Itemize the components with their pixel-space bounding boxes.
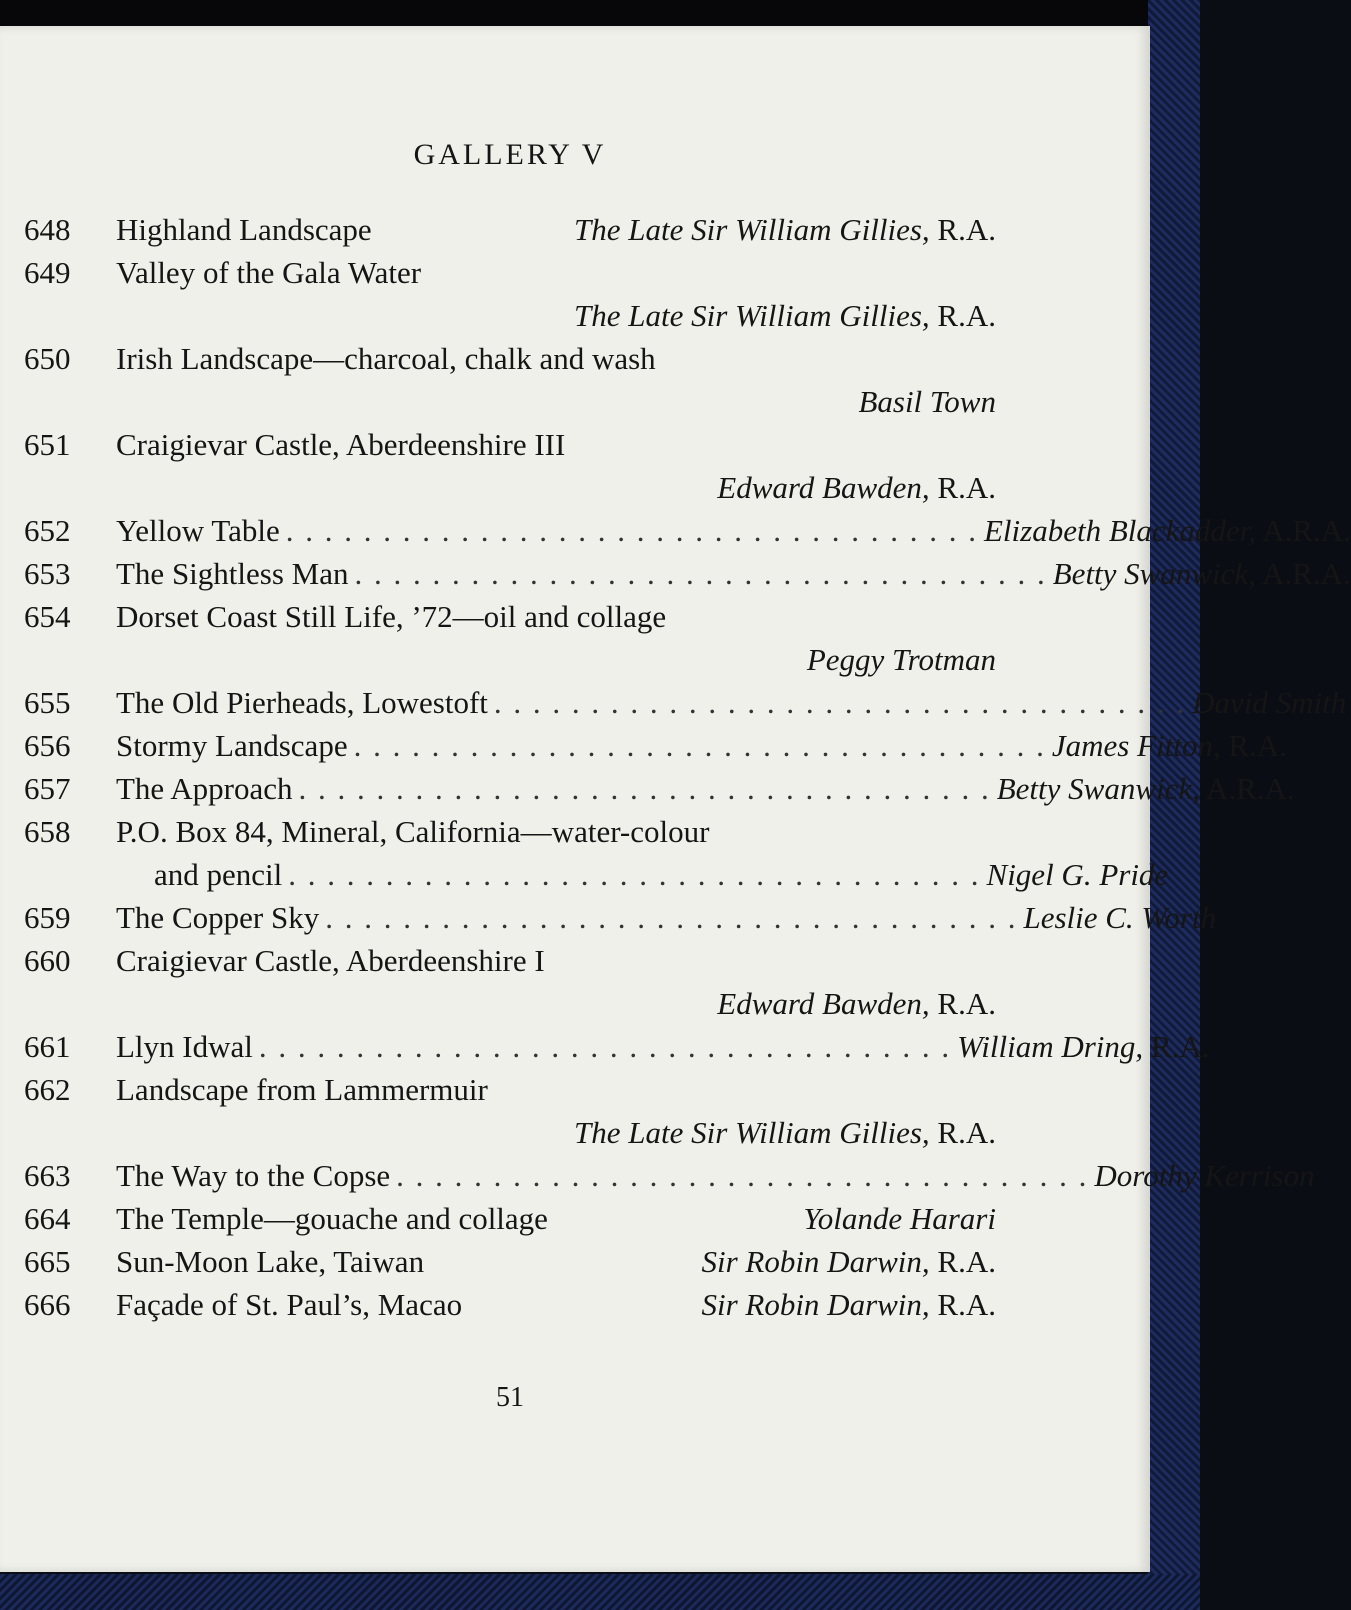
entry-line [24,380,996,423]
artist-credit [717,466,996,509]
catalogue-number: 650 [24,341,71,376]
entry-line [24,509,1351,552]
artist-name: David Smith [1192,685,1347,720]
leader-dots: . . . . . . . . . . . . . . . . . . . . . . . . . . . . . . . . . . . . [285,513,978,548]
entry-line [24,552,1351,595]
entry-line [24,1197,996,1240]
artist-name: The Late Sir William Gillies, [574,298,930,333]
artwork-title: Yellow Table [116,513,280,548]
catalogue-entry [24,208,996,251]
entry-line [24,595,996,638]
artist-name: The Late Sir William Gillies, [574,1115,930,1150]
artist-name: Edward Bawden, [717,986,930,1021]
artwork-title: Llyn Idwal [116,1029,253,1064]
artist-name: Edward Bawden, [717,470,930,505]
entry-line [24,982,996,1025]
entry-line [24,1025,1210,1068]
artist-credit [987,853,1169,896]
artist-name: Nigel G. Pride [986,857,1169,892]
catalogue-number: 651 [24,427,71,462]
artwork-title: Sun-Moon Lake, Taiwan [116,1244,425,1279]
catalogue-entry [24,724,1287,767]
artist-honours: R.A. [929,298,996,333]
artist-credit [574,208,996,251]
artist-credit [1094,1154,1314,1197]
artist-name: Betty Swanwick, [1052,556,1256,591]
book-binding-top [0,0,1200,28]
artist-credit [701,1283,996,1326]
entry-line [24,294,996,337]
artist-name: Sir Robin Darwin, [701,1244,930,1279]
artist-name: William Dring, [957,1029,1144,1064]
entry-line [24,337,996,380]
artist-name: Elizabeth Blackadder, [984,513,1257,548]
catalogue-entry [24,337,996,423]
leader-dots: . . . . . . . . . . . . . . . . . . . . . . . . . . . . . . . . . . . . [493,685,1187,720]
artist-credit [803,1197,996,1240]
artwork-title: The Old Pierheads, Lowestoft [116,685,488,720]
catalogue-number: 649 [24,255,71,290]
catalogue-entry [24,767,1295,810]
artist-honours: R.A. [929,1287,996,1322]
artist-credit [858,380,996,423]
catalogue-entry [24,251,996,337]
artwork-title: P.O. Box 84, Mineral, California—water-colour [116,814,710,849]
artwork-title: The Way to the Copse [116,1158,391,1193]
artwork-title: Landscape from Lammermuir [116,1072,488,1107]
catalogue-number: 659 [24,900,71,935]
catalogue-number: 656 [24,728,71,763]
artist-credit [574,294,996,337]
book-binding-bottom [0,1574,1200,1610]
entry-line [24,681,1347,724]
artwork-title: Irish Landscape—charcoal, chalk and wash [116,341,656,376]
catalogue-number: 648 [24,212,71,247]
catalogue-entry [24,509,1351,552]
entry-line [24,1283,996,1326]
entry-line [24,896,1217,939]
artwork-title-continued: and pencil [154,857,283,892]
artist-name: Leslie C. Worth [1023,900,1217,935]
artist-credit [1192,681,1346,724]
leader-dots: . . . . . . . . . . . . . . . . . . . . . . . . . . . . . . . . . . . . [298,771,991,806]
catalogue-page [0,26,1351,1572]
catalogue-number: 660 [24,943,71,978]
artwork-title: Craigievar Castle, Aberdeenshire III [116,427,566,462]
artist-credit [957,1025,1209,1068]
catalogue-entry [24,939,996,1025]
catalogue-entry [24,1197,996,1240]
catalogue-entry [24,1240,996,1283]
entry-line [24,1154,1315,1197]
entry-line [24,939,996,982]
entry-line [24,1068,996,1111]
artist-name: Sir Robin Darwin, [701,1287,930,1322]
artwork-title: Façade of St. Paul’s, Macao [116,1287,463,1322]
artwork-title: Craigievar Castle, Aberdeenshire I [116,943,545,978]
catalogue-entry [24,681,1347,724]
leader-dots: . . . . . . . . . . . . . . . . . . . . . . . . . . . . . . . . . . . . [288,857,981,892]
catalogue-entry [24,1068,996,1154]
entry-line [24,1240,996,1283]
artist-credit [1023,896,1216,939]
leader-dots: . . . . . . . . . . . . . . . . . . . . . . . . . . . . . . . . . . . . [353,728,1046,763]
artwork-title: The Temple—gouache and collage [116,1201,548,1236]
catalogue-number: 657 [24,771,71,806]
artist-credit [1052,724,1287,767]
artwork-title: The Copper Sky [116,900,320,935]
artwork-title: Highland Landscape [116,212,372,247]
artist-honours: R.A. [929,986,996,1021]
page-number: 51 [496,1382,524,1413]
artist-honours: R.A. [1143,1029,1210,1064]
catalogue-entry [24,1154,1315,1197]
catalogue-entry-list [24,208,1351,1326]
entry-line [24,853,1169,896]
catalogue-entry [24,552,1351,595]
artist-credit [997,767,1295,810]
artist-name: The Late Sir William Gillies, [574,212,930,247]
artist-credit [807,638,996,681]
entry-line [24,724,1287,767]
artist-name: Peggy Trotman [806,642,996,677]
artist-honours: A.R.A. [1199,771,1295,806]
catalogue-number: 661 [24,1029,71,1064]
catalogue-number: 662 [24,1072,71,1107]
catalogue-entry [24,595,996,681]
artwork-title: The Sightless Man [116,556,349,591]
artist-honours: R.A. [929,1115,996,1150]
catalogue-number: 663 [24,1158,71,1193]
catalogue-entry [24,810,1169,896]
catalogue-number: 666 [24,1287,71,1322]
entry-line [24,638,996,681]
artist-name: Betty Swanwick, [996,771,1200,806]
entry-line [24,810,996,853]
artwork-title: Dorset Coast Still Life, ’72—oil and collage [116,599,667,634]
artist-credit [1053,552,1351,595]
entry-line [24,208,996,251]
page-title: GALLERY V [413,138,607,171]
artist-name: James Fitton, [1051,728,1221,763]
artist-honours: R.A. [929,470,996,505]
artist-honours: A.R.A. [1255,556,1351,591]
leader-dots: . . . . . . . . . . . . . . . . . . . . . . . . . . . . . . . . . . . . [396,1158,1089,1193]
artist-name: Yolande Harari [803,1201,996,1236]
catalogue-number: 655 [24,685,71,720]
artist-name: Dorothy Kerrison [1094,1158,1315,1193]
entry-line [24,466,996,509]
catalogue-number: 652 [24,513,71,548]
artist-credit [574,1111,996,1154]
catalogue-number: 653 [24,556,71,591]
artist-credit [984,509,1351,552]
entry-line [24,1111,996,1154]
catalogue-entry [24,896,1217,939]
artist-credit [701,1240,996,1283]
leader-dots: . . . . . . . . . . . . . . . . . . . . . . . . . . . . . . . . . . . . [258,1029,952,1064]
catalogue-entry [24,423,996,509]
catalogue-entry [24,1283,996,1326]
artist-honours: R.A. [929,1244,996,1279]
catalogue-number: 658 [24,814,71,849]
entry-line [24,423,996,466]
artist-credit [717,982,996,1025]
artist-name: Basil Town [858,384,996,419]
entry-line [24,767,1295,810]
catalogue-number: 664 [24,1201,71,1236]
artwork-title: The Approach [116,771,293,806]
catalogue-number: 654 [24,599,71,634]
leader-dots: . . . . . . . . . . . . . . . . . . . . . . . . . . . . . . . . . . . . [325,900,1018,935]
catalogue-entry [24,1025,1210,1068]
artwork-title: Stormy Landscape [116,728,348,763]
leader-dots: . . . . . . . . . . . . . . . . . . . . . . . . . . . . . . . . . . . . [354,556,1047,591]
catalogue-number: 665 [24,1244,71,1279]
artwork-title: Valley of the Gala Water [116,255,422,290]
artist-honours: R.A. [1220,728,1287,763]
entry-line [24,251,996,294]
artist-honours: A.R.A. [1256,513,1351,548]
artist-honours: R.A. [929,212,996,247]
